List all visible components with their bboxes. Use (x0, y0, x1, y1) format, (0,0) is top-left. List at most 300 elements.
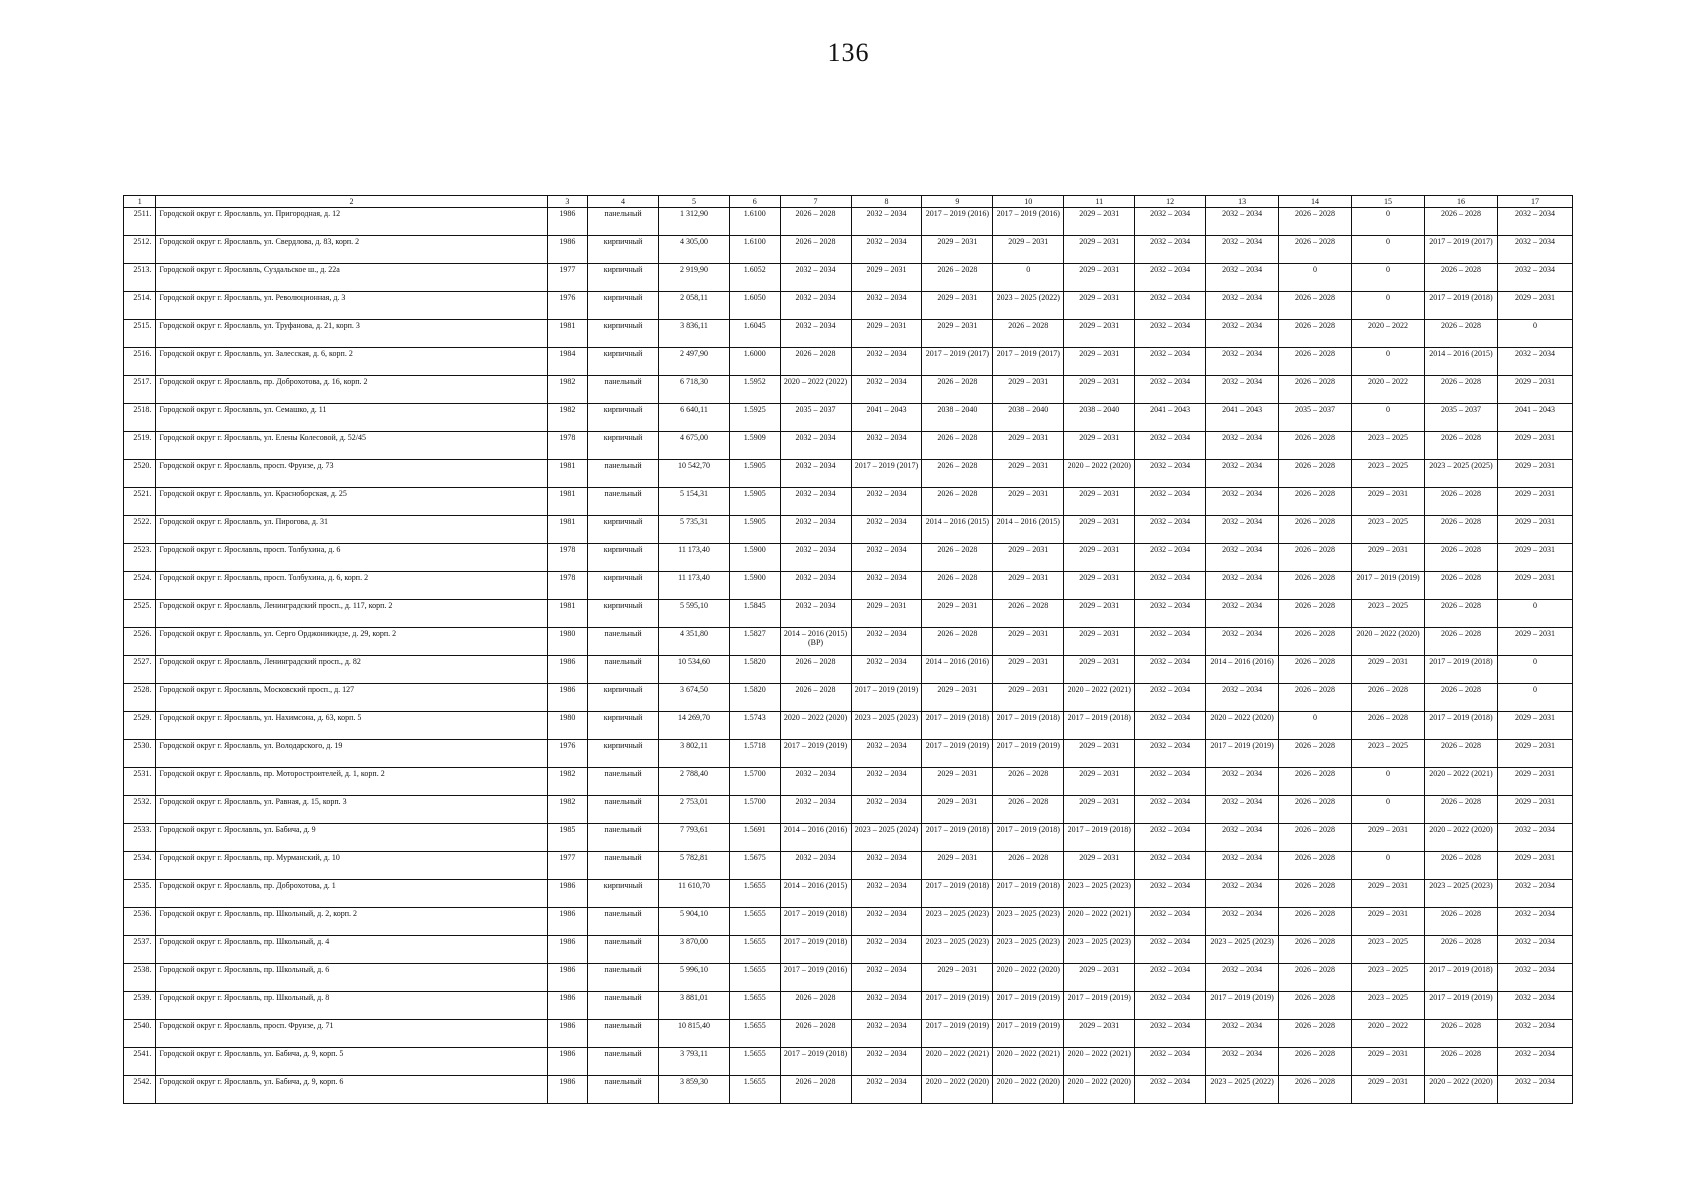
area-cell: 5 904,10 (659, 908, 730, 936)
period-cell: 2032 – 2034 (780, 292, 851, 320)
header-row (124, 196, 1573, 208)
period-cell: 2026 – 2028 (1279, 376, 1352, 404)
period-cell: 2032 – 2034 (851, 964, 922, 992)
area-cell: 3 802,11 (659, 740, 730, 768)
address-cell: Городской округ г. Ярославль, просп. Толбухина, д. 6 (156, 544, 547, 572)
address-cell: Городской округ г. Ярославль, ул. Труфанова, д. 21, корп. 3 (156, 320, 547, 348)
period-cell: 2032 – 2034 (1135, 320, 1206, 348)
address-cell: Городской округ г. Ярославль, ул. Революционная, д. 3 (156, 292, 547, 320)
period-cell: 0 (1352, 236, 1425, 264)
period-cell: 2017 – 2019 (2018) (1064, 712, 1135, 740)
wall-material-cell: кирпичный (588, 684, 659, 712)
period-cell: 2032 – 2034 (1206, 292, 1279, 320)
period-cell: 2023 – 2025 (1352, 964, 1425, 992)
coefficient-cell: 1.6045 (729, 320, 780, 348)
period-cell: 2032 – 2034 (851, 572, 922, 600)
period-cell: 2023 – 2025 (2023) (922, 936, 993, 964)
year-cell: 1981 (547, 600, 588, 628)
area-cell: 2 788,40 (659, 768, 730, 796)
period-cell: 2020 – 2022 (2021) (993, 1048, 1064, 1076)
address-cell: Городской округ г. Ярославль, ул. Залесская, д. 6, корп. 2 (156, 348, 547, 376)
period-cell: 2029 – 2031 (1497, 572, 1572, 600)
period-cell: 2026 – 2028 (993, 320, 1064, 348)
period-cell: 2032 – 2034 (1135, 908, 1206, 936)
column-header: 10 (993, 196, 1064, 208)
period-cell: 2029 – 2031 (1497, 544, 1572, 572)
area-cell: 5 996,10 (659, 964, 730, 992)
period-cell: 2032 – 2034 (1206, 824, 1279, 852)
row-number: 2527. (124, 656, 156, 684)
period-cell: 2032 – 2034 (1206, 768, 1279, 796)
address-cell: Городской округ г. Ярославль, пр. Мурманский, д. 10 (156, 852, 547, 880)
period-cell: 2029 – 2031 (1064, 796, 1135, 824)
wall-material-cell: кирпичный (588, 236, 659, 264)
table-row (124, 404, 1573, 432)
table-row (124, 236, 1573, 264)
period-cell: 2023 – 2025 (2023) (993, 936, 1064, 964)
period-cell: 2032 – 2034 (1206, 1020, 1279, 1048)
period-cell: 2014 – 2016 (2016) (780, 824, 851, 852)
period-cell: 2026 – 2028 (1279, 992, 1352, 1020)
table-row (124, 628, 1573, 656)
address-cell: Городской округ г. Ярославль, Московский просп., д. 127 (156, 684, 547, 712)
area-cell: 5 735,31 (659, 516, 730, 544)
period-cell: 2017 – 2019 (2016) (993, 208, 1064, 236)
period-cell: 2026 – 2028 (1424, 432, 1497, 460)
period-cell: 2026 – 2028 (1279, 460, 1352, 488)
wall-material-cell: кирпичный (588, 600, 659, 628)
period-cell: 2029 – 2031 (922, 320, 993, 348)
table-row (124, 712, 1573, 740)
period-cell: 2029 – 2031 (1064, 488, 1135, 516)
table-row (124, 320, 1573, 348)
period-cell: 2020 – 2022 (2020) (1352, 628, 1425, 656)
period-cell: 2017 – 2019 (2019) (993, 992, 1064, 1020)
row-number: 2512. (124, 236, 156, 264)
wall-material-cell: панельный (588, 992, 659, 1020)
period-cell: 2017 – 2019 (2019) (1206, 992, 1279, 1020)
period-cell: 2029 – 2031 (1352, 656, 1425, 684)
address-cell: Городской округ г. Ярославль, ул. Красноборская, д. 25 (156, 488, 547, 516)
coefficient-cell: 1.5655 (729, 936, 780, 964)
address-cell: Городской округ г. Ярославль, ул. Елены Колесовой, д. 52/45 (156, 432, 547, 460)
area-cell: 3 674,50 (659, 684, 730, 712)
wall-material-cell: панельный (588, 460, 659, 488)
period-cell: 2026 – 2028 (993, 852, 1064, 880)
wall-material-cell: панельный (588, 628, 659, 656)
coefficient-cell: 1.5900 (729, 572, 780, 600)
period-cell: 2032 – 2034 (851, 348, 922, 376)
period-cell: 2032 – 2034 (1135, 880, 1206, 908)
period-cell: 2032 – 2034 (1497, 908, 1572, 936)
period-cell: 2041 – 2043 (1135, 404, 1206, 432)
period-cell: 2035 – 2037 (1424, 404, 1497, 432)
period-cell: 2014 – 2016 (2016) (922, 656, 993, 684)
row-number: 2532. (124, 796, 156, 824)
period-cell: 2017 – 2019 (2019) (1206, 740, 1279, 768)
wall-material-cell: панельный (588, 488, 659, 516)
address-cell: Городской округ г. Ярославль, пр. Доброхотова, д. 1 (156, 880, 547, 908)
coefficient-cell: 1.5675 (729, 852, 780, 880)
period-cell: 2017 – 2019 (2019) (993, 740, 1064, 768)
period-cell: 2020 – 2022 (2020) (780, 712, 851, 740)
area-cell: 7 793,61 (659, 824, 730, 852)
period-cell: 2026 – 2028 (1279, 852, 1352, 880)
period-cell: 2026 – 2028 (1424, 740, 1497, 768)
period-cell: 2014 – 2016 (2015) (993, 516, 1064, 544)
table-row (124, 348, 1573, 376)
period-cell: 2023 – 2025 (1352, 740, 1425, 768)
table-row (124, 796, 1573, 824)
wall-material-cell: панельный (588, 1076, 659, 1104)
row-number: 2519. (124, 432, 156, 460)
period-cell: 2032 – 2034 (1497, 236, 1572, 264)
wall-material-cell: панельный (588, 208, 659, 236)
period-cell: 2032 – 2034 (780, 600, 851, 628)
period-cell: 2029 – 2031 (1064, 572, 1135, 600)
year-cell: 1981 (547, 320, 588, 348)
period-cell: 2026 – 2028 (1424, 572, 1497, 600)
address-cell: Городской округ г. Ярославль, ул. Володарского, д. 19 (156, 740, 547, 768)
table-row (124, 768, 1573, 796)
period-cell: 2023 – 2025 (1352, 992, 1425, 1020)
page-number: 136 (827, 38, 870, 67)
table-row (124, 992, 1573, 1020)
period-cell: 2017 – 2019 (2016) (780, 964, 851, 992)
period-cell: 2026 – 2028 (1424, 208, 1497, 236)
area-cell: 3 859,30 (659, 1076, 730, 1104)
period-cell: 2029 – 2031 (1497, 488, 1572, 516)
coefficient-cell: 1.5655 (729, 992, 780, 1020)
period-cell: 2017 – 2019 (2019) (780, 740, 851, 768)
coefficient-cell: 1.5905 (729, 516, 780, 544)
period-cell: 2026 – 2028 (1279, 516, 1352, 544)
period-cell: 2026 – 2028 (1424, 544, 1497, 572)
period-cell: 0 (1497, 656, 1572, 684)
row-number: 2524. (124, 572, 156, 600)
year-cell: 1986 (547, 684, 588, 712)
period-cell: 2029 – 2031 (851, 264, 922, 292)
period-cell: 2020 – 2022 (2021) (1424, 768, 1497, 796)
period-cell: 2032 – 2034 (1135, 852, 1206, 880)
column-header: 14 (1279, 196, 1352, 208)
address-cell: Городской округ г. Ярославль, ул. Пригородная, д. 12 (156, 208, 547, 236)
coefficient-cell: 1.5655 (729, 1076, 780, 1104)
table-row (124, 740, 1573, 768)
coefficient-cell: 1.5952 (729, 376, 780, 404)
coefficient-cell: 1.5820 (729, 656, 780, 684)
period-cell: 2026 – 2028 (993, 600, 1064, 628)
period-cell: 2017 – 2019 (2018) (1424, 292, 1497, 320)
wall-material-cell: панельный (588, 1020, 659, 1048)
period-cell: 2020 – 2022 (2021) (1064, 684, 1135, 712)
wall-material-cell: кирпичный (588, 348, 659, 376)
period-cell: 2029 – 2031 (993, 684, 1064, 712)
address-cell: Городской округ г. Ярославль, ул. Серго Орджоникидзе, д. 29, корп. 2 (156, 628, 547, 656)
table-row (124, 936, 1573, 964)
period-cell: 2029 – 2031 (922, 964, 993, 992)
period-cell: 0 (1279, 712, 1352, 740)
period-cell: 2032 – 2034 (1135, 544, 1206, 572)
wall-material-cell: кирпичный (588, 292, 659, 320)
year-cell: 1982 (547, 796, 588, 824)
year-cell: 1982 (547, 404, 588, 432)
period-cell: 2029 – 2031 (1497, 712, 1572, 740)
wall-material-cell: кирпичный (588, 404, 659, 432)
column-header: 5 (659, 196, 730, 208)
period-cell: 2032 – 2034 (1135, 740, 1206, 768)
period-cell: 2026 – 2028 (1279, 880, 1352, 908)
wall-material-cell: кирпичный (588, 740, 659, 768)
period-cell: 2026 – 2028 (1279, 348, 1352, 376)
period-cell: 2032 – 2034 (851, 656, 922, 684)
period-cell: 2026 – 2028 (1279, 796, 1352, 824)
period-cell: 2026 – 2028 (1279, 964, 1352, 992)
year-cell: 1986 (547, 992, 588, 1020)
period-cell: 2017 – 2019 (2018) (993, 880, 1064, 908)
period-cell: 2032 – 2034 (780, 572, 851, 600)
period-cell: 2017 – 2019 (2019) (1352, 572, 1425, 600)
period-cell: 2032 – 2034 (1206, 544, 1279, 572)
period-cell: 2032 – 2034 (1497, 1048, 1572, 1076)
coefficient-cell: 1.5655 (729, 880, 780, 908)
period-cell: 2029 – 2031 (1352, 824, 1425, 852)
table-row (124, 208, 1573, 236)
period-cell: 2023 – 2025 (1352, 516, 1425, 544)
address-cell: Городской округ г. Ярославль, ул. Бабича, д. 9, корп. 6 (156, 1076, 547, 1104)
table-row (124, 656, 1573, 684)
period-cell: 2020 – 2022 (1352, 320, 1425, 348)
period-cell: 2026 – 2028 (1279, 1020, 1352, 1048)
period-cell: 0 (1352, 796, 1425, 824)
table-row (124, 964, 1573, 992)
period-cell: 2020 – 2022 (2021) (1064, 908, 1135, 936)
period-cell: 2026 – 2028 (922, 572, 993, 600)
year-cell: 1976 (547, 292, 588, 320)
row-number: 2531. (124, 768, 156, 796)
period-cell: 2029 – 2031 (922, 236, 993, 264)
period-cell: 2032 – 2034 (1206, 1048, 1279, 1076)
table-row (124, 908, 1573, 936)
year-cell: 1981 (547, 516, 588, 544)
period-cell: 2029 – 2031 (1497, 432, 1572, 460)
period-cell: 2032 – 2034 (1206, 796, 1279, 824)
period-cell: 2032 – 2034 (1135, 656, 1206, 684)
coefficient-cell: 1.5845 (729, 600, 780, 628)
period-cell: 2032 – 2034 (1135, 460, 1206, 488)
period-cell: 2032 – 2034 (851, 432, 922, 460)
area-cell: 4 351,80 (659, 628, 730, 656)
year-cell: 1986 (547, 936, 588, 964)
row-number: 2535. (124, 880, 156, 908)
period-cell: 2032 – 2034 (1206, 964, 1279, 992)
period-cell: 2026 – 2028 (922, 376, 993, 404)
wall-material-cell: кирпичный (588, 432, 659, 460)
period-cell: 2029 – 2031 (993, 488, 1064, 516)
period-cell: 2017 – 2019 (2018) (780, 936, 851, 964)
table-row (124, 880, 1573, 908)
period-cell: 0 (1352, 852, 1425, 880)
period-cell: 2026 – 2028 (1424, 488, 1497, 516)
period-cell: 2032 – 2034 (1206, 376, 1279, 404)
row-number: 2533. (124, 824, 156, 852)
period-cell: 2038 – 2040 (993, 404, 1064, 432)
period-cell: 0 (1497, 600, 1572, 628)
period-cell: 2032 – 2034 (851, 1076, 922, 1104)
period-cell: 2029 – 2031 (1064, 1020, 1135, 1048)
period-cell: 2017 – 2019 (2018) (922, 824, 993, 852)
period-cell: 2026 – 2028 (1279, 572, 1352, 600)
period-cell: 2032 – 2034 (851, 740, 922, 768)
coefficient-cell: 1.6000 (729, 348, 780, 376)
period-cell: 2029 – 2031 (922, 852, 993, 880)
period-cell: 2029 – 2031 (922, 796, 993, 824)
period-cell: 2026 – 2028 (1279, 292, 1352, 320)
period-cell: 2026 – 2028 (1279, 824, 1352, 852)
period-cell: 2032 – 2034 (1135, 488, 1206, 516)
period-cell: 2032 – 2034 (780, 264, 851, 292)
period-cell: 2032 – 2034 (851, 992, 922, 1020)
table-row (124, 684, 1573, 712)
period-cell: 2029 – 2031 (1064, 600, 1135, 628)
wall-material-cell: панельный (588, 768, 659, 796)
period-cell: 2017 – 2019 (2019) (1064, 992, 1135, 1020)
table-row (124, 516, 1573, 544)
coefficient-cell: 1.5655 (729, 908, 780, 936)
period-cell: 2032 – 2034 (1497, 208, 1572, 236)
period-cell: 2029 – 2031 (1497, 628, 1572, 656)
area-cell: 1 312,90 (659, 208, 730, 236)
period-cell: 2032 – 2034 (1206, 572, 1279, 600)
column-header: 9 (922, 196, 993, 208)
period-cell: 2029 – 2031 (993, 460, 1064, 488)
period-cell: 2029 – 2031 (1064, 768, 1135, 796)
period-cell: 2017 – 2019 (2018) (1064, 824, 1135, 852)
year-cell: 1986 (547, 1048, 588, 1076)
period-cell: 2020 – 2022 (2020) (1424, 824, 1497, 852)
row-number: 2511. (124, 208, 156, 236)
period-cell: 2029 – 2031 (1352, 1076, 1425, 1104)
wall-material-cell: кирпичный (588, 712, 659, 740)
period-cell: 2032 – 2034 (1497, 964, 1572, 992)
row-number: 2516. (124, 348, 156, 376)
year-cell: 1986 (547, 1076, 588, 1104)
period-cell: 2032 – 2034 (780, 516, 851, 544)
period-cell: 2023 – 2025 (2022) (1206, 1076, 1279, 1104)
period-cell: 2026 – 2028 (1279, 628, 1352, 656)
period-cell: 2032 – 2034 (780, 768, 851, 796)
coefficient-cell: 1.5700 (729, 796, 780, 824)
column-header: 6 (729, 196, 780, 208)
period-cell: 2026 – 2028 (780, 208, 851, 236)
period-cell: 2023 – 2025 (2023) (1206, 936, 1279, 964)
period-cell: 2023 – 2025 (2023) (993, 908, 1064, 936)
period-cell: 2029 – 2031 (993, 656, 1064, 684)
period-cell: 2020 – 2022 (2020) (1206, 712, 1279, 740)
period-cell: 2032 – 2034 (1497, 1076, 1572, 1104)
period-cell: 2023 – 2025 (2023) (851, 712, 922, 740)
period-cell: 2029 – 2031 (1064, 516, 1135, 544)
table-row (124, 292, 1573, 320)
row-number: 2521. (124, 488, 156, 516)
period-cell: 2032 – 2034 (780, 852, 851, 880)
period-cell: 2038 – 2040 (1064, 404, 1135, 432)
period-cell: 2032 – 2034 (851, 908, 922, 936)
table-row (124, 1048, 1573, 1076)
year-cell: 1977 (547, 264, 588, 292)
period-cell: 2026 – 2028 (1424, 264, 1497, 292)
coefficient-cell: 1.5691 (729, 824, 780, 852)
period-cell: 2029 – 2031 (1064, 852, 1135, 880)
table-row (124, 376, 1573, 404)
period-cell: 2032 – 2034 (851, 376, 922, 404)
period-cell: 0 (1352, 348, 1425, 376)
year-cell: 1982 (547, 376, 588, 404)
period-cell: 2032 – 2034 (851, 516, 922, 544)
period-cell: 2032 – 2034 (1135, 628, 1206, 656)
table-row (124, 264, 1573, 292)
address-cell: Городской округ г. Ярославль, пр. Школьный, д. 6 (156, 964, 547, 992)
period-cell: 2017 – 2019 (2019) (922, 992, 993, 1020)
period-cell: 2032 – 2034 (1497, 824, 1572, 852)
period-cell: 2032 – 2034 (1206, 460, 1279, 488)
year-cell: 1986 (547, 656, 588, 684)
period-cell: 2026 – 2028 (1352, 684, 1425, 712)
area-cell: 10 542,70 (659, 460, 730, 488)
wall-material-cell: панельный (588, 936, 659, 964)
period-cell: 2032 – 2034 (851, 628, 922, 656)
period-cell: 2026 – 2028 (922, 544, 993, 572)
wall-material-cell: кирпичный (588, 572, 659, 600)
coefficient-cell: 1.5820 (729, 684, 780, 712)
column-header: 11 (1064, 196, 1135, 208)
period-cell: 2032 – 2034 (780, 320, 851, 348)
period-cell: 2026 – 2028 (1279, 1048, 1352, 1076)
address-cell: Городской округ г. Ярославль, ул. Бабича, д. 9 (156, 824, 547, 852)
year-cell: 1981 (547, 460, 588, 488)
row-number: 2522. (124, 516, 156, 544)
period-cell: 2026 – 2028 (1279, 236, 1352, 264)
period-cell: 2017 – 2019 (2018) (780, 908, 851, 936)
period-cell: 2032 – 2034 (1206, 348, 1279, 376)
coefficient-cell: 1.5900 (729, 544, 780, 572)
table-row (124, 488, 1573, 516)
period-cell: 2017 – 2019 (2018) (1424, 712, 1497, 740)
period-cell: 2023 – 2025 (2023) (1064, 880, 1135, 908)
period-cell: 2017 – 2019 (2018) (922, 712, 993, 740)
period-cell: 2023 – 2025 (1352, 432, 1425, 460)
wall-material-cell: панельный (588, 824, 659, 852)
period-cell: 2026 – 2028 (1279, 600, 1352, 628)
period-cell: 2017 – 2019 (2018) (780, 1048, 851, 1076)
column-header: 12 (1135, 196, 1206, 208)
period-cell: 2041 – 2043 (851, 404, 922, 432)
period-cell: 2032 – 2034 (851, 768, 922, 796)
row-number: 2525. (124, 600, 156, 628)
period-cell: 2032 – 2034 (1135, 1076, 1206, 1104)
period-cell: 2032 – 2034 (851, 1048, 922, 1076)
year-cell: 1984 (547, 348, 588, 376)
period-cell: 2032 – 2034 (1206, 852, 1279, 880)
table-row (124, 600, 1573, 628)
period-cell: 2032 – 2034 (1206, 600, 1279, 628)
period-cell: 2020 – 2022 (2020) (1424, 1076, 1497, 1104)
address-cell: Городской округ г. Ярославль, ул. Семашко, д. 11 (156, 404, 547, 432)
period-cell: 0 (993, 264, 1064, 292)
wall-material-cell: кирпичный (588, 264, 659, 292)
coefficient-cell: 1.5905 (729, 488, 780, 516)
period-cell: 2026 – 2028 (1279, 1076, 1352, 1104)
